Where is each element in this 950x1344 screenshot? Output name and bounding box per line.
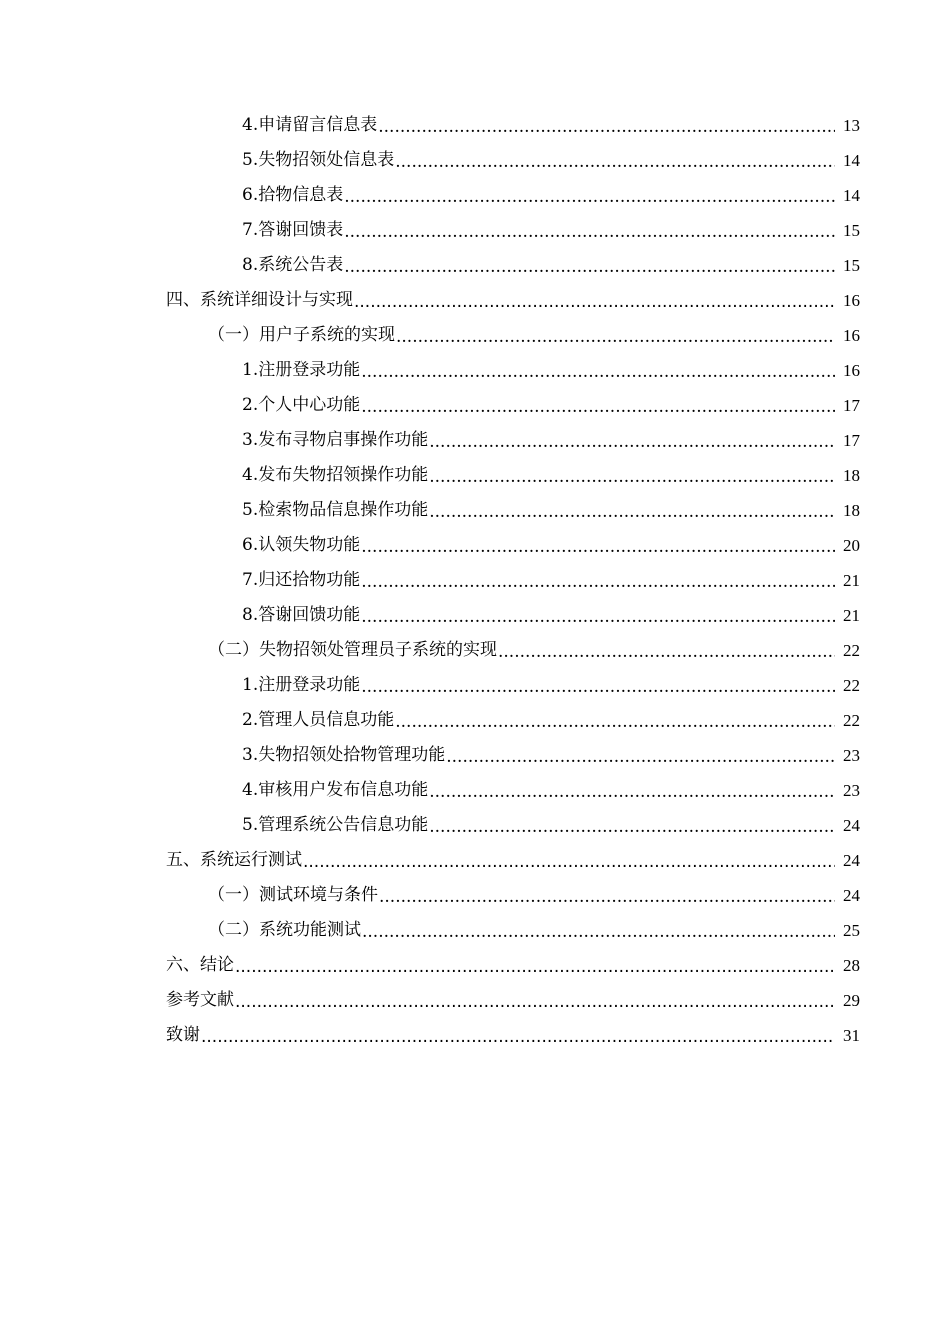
toc-page-number: 16 [843,361,860,380]
toc-page-number: 22 [843,711,860,730]
toc-entry-title: 6.认领失物功能 [242,535,361,555]
toc-entry[interactable] [0,248,950,283]
toc-entry-title: 7.归还拾物功能 [242,570,361,590]
toc-dot-leader [429,775,835,810]
toc-entry-title: 8.答谢回馈功能 [242,605,361,625]
toc-entry[interactable] [0,353,950,388]
toc-page-number: 21 [843,606,860,625]
toc-dot-leader [396,320,835,355]
toc-page-number: 21 [843,571,860,590]
toc-entry[interactable] [0,493,950,528]
toc-entry[interactable] [0,773,950,808]
toc-entry-title: 5.失物招领处信息表 [242,150,395,170]
toc-page-number: 15 [843,221,860,240]
toc-dot-leader [429,495,835,530]
toc-entry-title: 4.申请留言信息表 [242,115,378,135]
toc-entry-title: 6.拾物信息表 [242,185,344,205]
toc-dot-leader [395,705,835,740]
toc-entry-title: 1.注册登录功能 [242,360,361,380]
toc-entry-title: 4.发布失物招领操作功能 [242,465,429,485]
toc-entry-title: 参考文献 [166,990,234,1010]
toc-entry-title: 4.审核用户发布信息功能 [242,780,429,800]
toc-entry[interactable] [0,843,950,878]
toc-dot-leader [429,460,835,495]
toc-page-number: 24 [843,851,860,870]
toc-page-number: 17 [843,431,860,450]
toc-entry-title: （二）失物招领处管理员子系统的实现 [208,640,497,660]
toc-entry-title: 2.个人中心功能 [242,395,361,415]
toc-page-number: 16 [843,326,860,345]
toc-page-number: 31 [843,1026,860,1045]
toc-dot-leader [361,670,835,705]
toc-entry[interactable] [0,633,950,668]
toc-entry-title: 致谢 [166,1025,200,1045]
toc-entry-title: （一）用户子系统的实现 [208,325,395,345]
toc-entry[interactable] [0,808,950,843]
toc-entry[interactable] [0,528,950,563]
toc-entry-title: 5.管理系统公告信息功能 [242,815,429,835]
toc-page-number: 22 [843,641,860,660]
toc-entry-title: 7.答谢回馈表 [242,220,344,240]
toc-page-number: 16 [843,291,860,310]
toc-entry[interactable] [0,143,950,178]
toc-page-number: 14 [843,186,860,205]
toc-dot-leader [235,950,835,985]
toc-entry-title: 8.系统公告表 [242,255,344,275]
toc-dot-leader [303,845,835,880]
toc-entry[interactable] [0,668,950,703]
toc-entry[interactable] [0,913,950,948]
toc-page-number: 25 [843,921,860,940]
toc-dot-leader [446,740,835,775]
toc-page-number: 28 [843,956,860,975]
toc-entry[interactable] [0,388,950,423]
toc-entry[interactable] [0,108,950,143]
toc-entry[interactable] [0,1018,950,1053]
toc-dot-leader [235,985,835,1020]
toc-dot-leader [498,635,835,670]
toc-page-number: 22 [843,676,860,695]
toc-entry[interactable] [0,283,950,318]
toc-page-number: 14 [843,151,860,170]
toc-page-number: 23 [843,746,860,765]
toc-dot-leader [395,145,835,180]
toc-dot-leader [362,915,835,950]
toc-dot-leader [344,180,835,215]
toc-dot-leader [379,880,835,915]
toc-page-number: 18 [843,466,860,485]
toc-page-number: 29 [843,991,860,1010]
toc-dot-leader [429,810,835,845]
toc-page-number: 24 [843,816,860,835]
toc-entry[interactable] [0,178,950,213]
toc-page-number: 17 [843,396,860,415]
toc-dot-leader [361,355,835,390]
toc-dot-leader [361,600,835,635]
toc-entry[interactable] [0,598,950,633]
toc-entry-title: （二）系统功能测试 [208,920,361,940]
toc-page-number: 18 [843,501,860,520]
toc-entry-title: 3.发布寻物启事操作功能 [242,430,429,450]
toc-entry[interactable] [0,318,950,353]
toc-entry-title: （一）测试环境与条件 [208,885,378,905]
toc-entry[interactable] [0,213,950,248]
toc-dot-leader [354,285,835,320]
toc-entry[interactable] [0,878,950,913]
toc-dot-leader [344,215,835,250]
toc-dot-leader [361,565,835,600]
toc-entry-title: 2.管理人员信息功能 [242,710,395,730]
toc-page-number: 23 [843,781,860,800]
toc-entry-title: 5.检索物品信息操作功能 [242,500,429,520]
toc-entry[interactable] [0,983,950,1018]
toc-entry[interactable] [0,703,950,738]
toc-dot-leader [361,390,835,425]
toc-entry-title: 五、系统运行测试 [166,850,302,870]
toc-page-number: 24 [843,886,860,905]
toc-page-number: 15 [843,256,860,275]
toc-entry[interactable] [0,563,950,598]
toc-entry[interactable] [0,423,950,458]
toc-dot-leader [361,530,835,565]
table-of-contents [0,108,950,1053]
toc-dot-leader [378,110,835,145]
toc-entry-title: 六、结论 [166,955,234,975]
toc-entry-title: 3.失物招领处拾物管理功能 [242,745,446,765]
toc-entry[interactable] [0,458,950,493]
toc-entry[interactable] [0,738,950,773]
toc-entry-title: 四、系统详细设计与实现 [166,290,353,310]
toc-dot-leader [344,250,835,285]
toc-entry[interactable] [0,948,950,983]
toc-entry-title: 1.注册登录功能 [242,675,361,695]
toc-dot-leader [201,1020,835,1055]
toc-page-number: 20 [843,536,860,555]
toc-page-number: 13 [843,116,860,135]
toc-dot-leader [429,425,835,460]
